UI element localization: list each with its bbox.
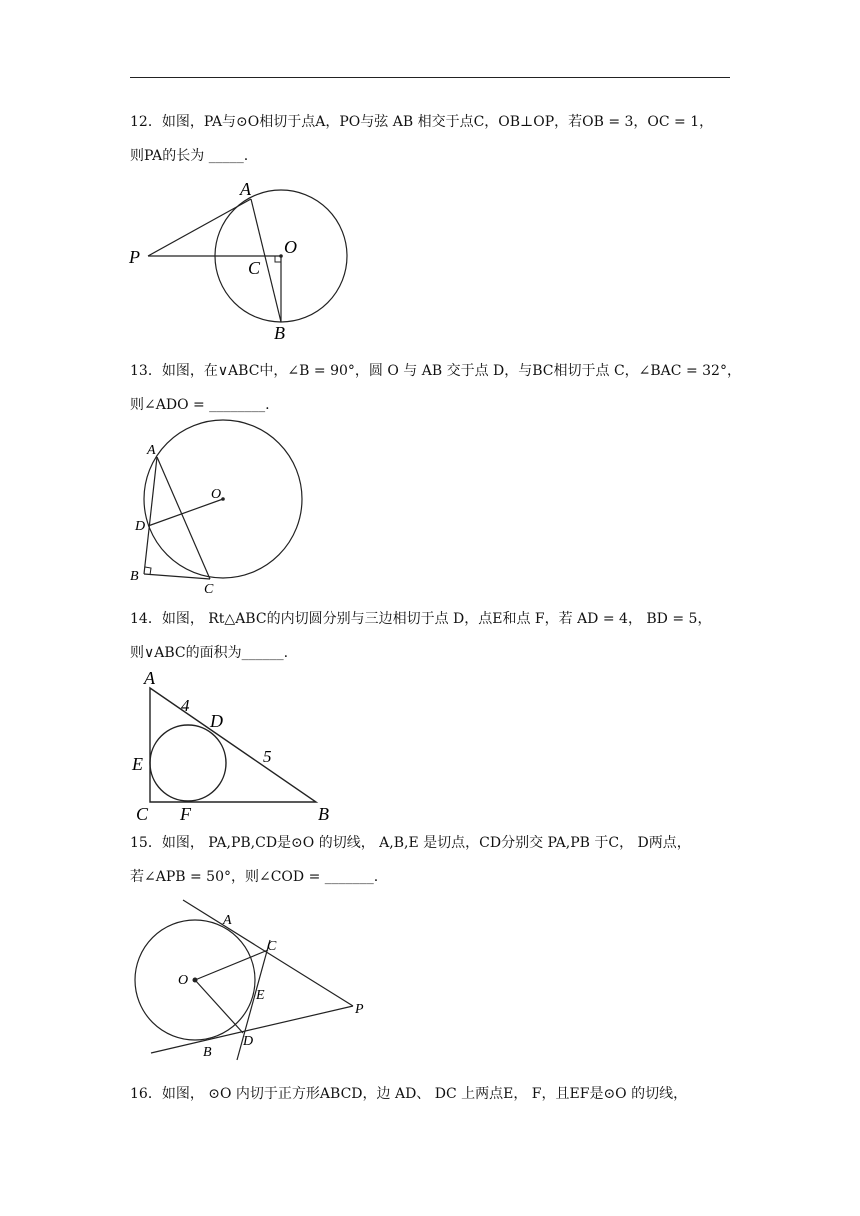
label-c: C <box>267 939 277 954</box>
point-o <box>193 978 198 983</box>
label-b: B <box>318 804 329 824</box>
label-a: A <box>144 668 155 688</box>
tangent-cd <box>237 940 270 1060</box>
incircle <box>150 725 226 801</box>
label-d: D <box>243 1034 254 1049</box>
tangent-pa <box>148 199 251 256</box>
label-4: 4 <box>181 696 190 715</box>
label-b: B <box>274 323 285 343</box>
label-a: A <box>223 913 232 928</box>
problem-16-line-1: 16．如图， ⊙O 内切于正方形ABCD，边 AD、 DC 上两点E， F，且EF是⊙O 的切线， <box>130 1086 688 1102</box>
label-c: C <box>136 804 149 824</box>
label-e: E <box>132 754 143 774</box>
problem-14-figure <box>120 668 350 826</box>
label-a: A <box>240 179 251 199</box>
label-e: E <box>256 988 265 1003</box>
problem-14-line-2: 则∨ABC的面积为______. <box>130 645 289 661</box>
label-b: B <box>130 569 139 584</box>
problem-15-line-1: 15．如图， PA,PB,CD是⊙O 的切线， A,B,E 是切点，CD分别交 PA,PB 于C， D两点， <box>130 835 691 851</box>
label-f: F <box>180 804 191 824</box>
problem-13-line-2: 则∠ADO = ________. <box>130 397 270 413</box>
label-d: D <box>210 711 223 731</box>
point-o <box>221 497 225 501</box>
segment-od <box>195 980 243 1033</box>
problem-12-line-2: 则PA的长为 _____. <box>130 148 249 164</box>
problem-13-line-1: 13．如图，在∨ABC中，∠B = 90°，圆 O 与 AB 交于点 D，与BC相切于点 C，∠BAC = 32°， <box>130 363 741 379</box>
problem-15-figure <box>125 898 385 1066</box>
label-c: C <box>248 258 261 278</box>
header-rule <box>130 77 730 78</box>
label-5: 5 <box>263 747 272 766</box>
point-o <box>279 254 283 258</box>
label-d: D <box>135 519 146 534</box>
label-a: A <box>147 443 156 458</box>
label-c: C <box>204 582 214 597</box>
label-o: O <box>284 237 297 257</box>
segment-oc <box>195 950 268 980</box>
problem-14-line-1: 14．如图， Rt△ABC的内切圆分别与三边相切于点 D，点E和点 F，若 AD = 4， BD = 5， <box>130 611 712 627</box>
label-p: P <box>355 1002 364 1017</box>
problem-12-line-1: 12．如图，PA与⊙O相切于点A，PO与弦 AB 相交于点C，OB⊥OP，若OB = 3，OC = 1， <box>130 114 714 130</box>
problem-13-figure <box>120 415 320 600</box>
problem-12-figure <box>120 175 360 345</box>
triangle-abc <box>150 688 316 802</box>
label-b: B <box>203 1045 212 1060</box>
label-o: O <box>178 973 189 988</box>
side-ac <box>157 457 210 579</box>
label-p: P <box>129 247 140 267</box>
problem-15-line-2: 若∠APB = 50°，则∠COD = _______. <box>130 869 379 885</box>
label-o: O <box>211 487 222 502</box>
